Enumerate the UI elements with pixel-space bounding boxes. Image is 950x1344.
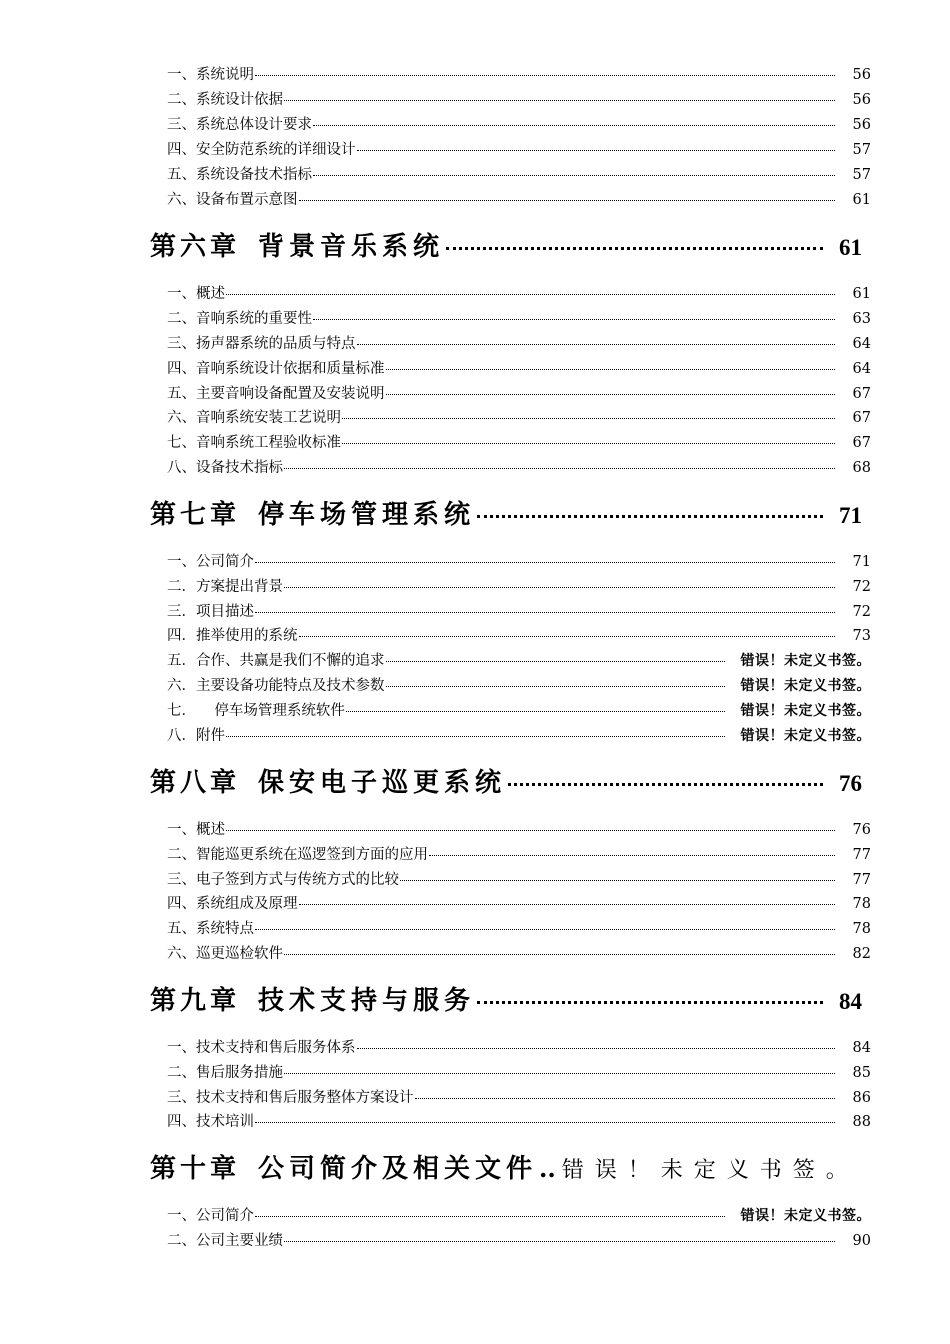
toc-entry[interactable]	[167, 282, 871, 304]
bookmark-error-text: 错误！未定义书签。	[740, 728, 871, 744]
dot-leader	[284, 468, 835, 469]
toc-entry-text: 二、公司主要业绩	[167, 1233, 283, 1249]
toc-entry-text: 四．推举使用的系统	[167, 628, 298, 644]
toc-chapter-8[interactable]	[150, 762, 862, 802]
dot-leader	[226, 830, 835, 831]
bookmark-error-text: 错误！未定义书签。	[740, 678, 871, 694]
toc-entry-text: 四、安全防范系统的详细设计	[167, 142, 356, 158]
toc-entry[interactable]	[167, 88, 871, 110]
toc-entry-text: 五．合作、共赢是我们不懈的追求	[167, 653, 385, 669]
toc-entry-text: 五、系统设备技术指标	[167, 167, 312, 183]
toc-entry[interactable]	[167, 332, 871, 354]
dot-leader	[386, 369, 836, 370]
toc-entry[interactable]	[167, 1036, 871, 1058]
toc-entry-text: 一、公司简介	[167, 1208, 254, 1224]
toc-entry[interactable]	[167, 163, 871, 185]
toc-entry-text: 六、设备布置示意图	[167, 192, 298, 208]
toc-page-number: 77	[852, 847, 871, 863]
toc-entry-text: 一、系统说明	[167, 67, 254, 83]
dot-leader	[255, 75, 835, 76]
toc-chapter-10[interactable]	[150, 1148, 910, 1188]
toc-entry[interactable]	[167, 456, 871, 478]
toc-entry[interactable]	[167, 843, 871, 865]
toc-entry-error[interactable]	[167, 699, 871, 721]
dot-leader	[226, 294, 835, 295]
toc-entry[interactable]	[167, 63, 871, 85]
dot-leader	[346, 711, 725, 712]
toc-page-number: 85	[852, 1065, 871, 1081]
dot-leader: ..	[539, 1154, 556, 1183]
toc-entry-text: 六、音响系统安装工艺说明	[167, 410, 341, 426]
toc-entry-text: 二、音响系统的重要性	[167, 311, 312, 327]
bookmark-error-text: 错误！未定义书签。	[740, 1208, 871, 1224]
toc-page-number: 90	[852, 1233, 871, 1249]
toc-entry-text: 六、巡更巡检软件	[167, 946, 283, 962]
toc-entry-text: 四、技术培训	[167, 1114, 254, 1130]
dot-leader	[299, 904, 836, 905]
toc-entry-text: 一、概述	[167, 286, 225, 302]
toc-entry-text: 三、电子签到方式与传统方式的比较	[167, 872, 399, 888]
toc-page-number: 56	[852, 117, 871, 133]
toc-page-number: 84	[852, 1040, 871, 1056]
dot-leader	[284, 100, 835, 101]
toc-entry[interactable]	[167, 892, 871, 914]
chapter-page-number: 61	[839, 235, 862, 260]
chapter-label: 第六章	[150, 232, 241, 262]
toc-entry-error[interactable]	[167, 1204, 871, 1226]
toc-entry-text: 一、概述	[167, 822, 225, 838]
chapter-label: 第七章	[150, 500, 241, 530]
toc-page-number: 76	[852, 822, 871, 838]
toc-page-number: 64	[852, 361, 871, 377]
toc-entry-text: 二、智能巡更系统在巡逻签到方面的应用	[167, 847, 428, 863]
toc-entry[interactable]	[167, 942, 871, 964]
dot-leader	[508, 783, 823, 786]
toc-entry-text: 一、技术支持和售后服务体系	[167, 1040, 356, 1056]
dot-leader	[284, 1073, 835, 1074]
dot-leader	[299, 636, 836, 637]
toc-entry[interactable]	[167, 818, 871, 840]
toc-entry-text: 三．项目描述	[167, 604, 254, 620]
toc-page-number: 68	[852, 460, 871, 476]
toc-chapter-6[interactable]	[150, 226, 862, 266]
toc-entry-text: 五、系统特点	[167, 921, 254, 937]
dot-leader	[284, 587, 835, 588]
toc-page-number: 57	[852, 142, 871, 158]
dot-leader	[255, 1122, 835, 1123]
toc-entry[interactable]	[167, 575, 871, 597]
toc-entry[interactable]	[167, 357, 871, 379]
chapter-title: 公司简介及相关文件	[258, 1154, 538, 1184]
toc-page-number: 71	[852, 554, 871, 570]
toc-entry-text: 八、设备技术指标	[167, 460, 283, 476]
toc-page-number: 73	[852, 628, 871, 644]
chapter-title: 技术支持与服务	[258, 986, 476, 1016]
toc-entry-text: 三、技术支持和售后服务整体方案设计	[167, 1090, 414, 1106]
toc-entry[interactable]	[167, 307, 871, 329]
toc-entry[interactable]	[167, 113, 871, 135]
toc-page-number: 56	[852, 92, 871, 108]
toc-entry[interactable]	[167, 868, 871, 890]
toc-chapter-7[interactable]	[150, 494, 862, 534]
toc-entry[interactable]	[167, 600, 871, 622]
toc-entry-text: 四、系统组成及原理	[167, 896, 298, 912]
toc-page-number: 57	[852, 167, 871, 183]
chapter-page-number: 71	[839, 503, 862, 528]
dot-leader	[386, 686, 725, 687]
toc-entry-error[interactable]	[167, 649, 871, 671]
toc-page-number: 64	[852, 336, 871, 352]
toc-page-number: 72	[852, 604, 871, 620]
chapter-label: 第九章	[150, 986, 241, 1016]
dot-leader	[284, 954, 835, 955]
dot-leader	[299, 200, 836, 201]
toc-entry-text: 二、售后服务措施	[167, 1065, 283, 1081]
dot-leader	[255, 612, 835, 613]
toc-entry[interactable]	[167, 1110, 871, 1132]
toc-entry-error[interactable]	[167, 724, 871, 746]
toc-chapter-9[interactable]	[150, 980, 862, 1020]
dot-leader	[255, 929, 835, 930]
toc-page-number: 78	[852, 921, 871, 937]
chapter-page-number: 84	[839, 989, 862, 1014]
toc-entry-text: 四、音响系统设计依据和质量标准	[167, 361, 385, 377]
dot-leader	[415, 1098, 836, 1099]
chapter-title: 停车场管理系统	[258, 500, 476, 530]
toc-entry[interactable]	[167, 1086, 871, 1108]
toc-page-number: 67	[852, 410, 871, 426]
toc-page-number: 88	[852, 1114, 871, 1130]
dot-leader	[357, 150, 836, 151]
dot-leader	[255, 1216, 725, 1217]
chapter-page-number: 76	[839, 771, 862, 796]
toc-page-number: 61	[852, 192, 871, 208]
toc-page-number: 67	[852, 435, 871, 451]
dot-leader	[429, 855, 835, 856]
toc-entry-text: 二、系统设计依据	[167, 92, 283, 108]
dot-leader	[357, 344, 836, 345]
toc-page-number: 56	[852, 67, 871, 83]
toc-page-number: 67	[852, 386, 871, 402]
bookmark-error-text: 错误！未定义书签。	[740, 703, 871, 719]
toc-entry-text: 三、系统总体设计要求	[167, 117, 312, 133]
chapter-title: 保安电子巡更系统	[258, 768, 507, 798]
dot-leader	[386, 661, 725, 662]
toc-entry-text: 二．方案提出背景	[167, 579, 283, 595]
toc-entry-text: 七、音响系统工程验收标准	[167, 435, 341, 451]
dot-leader	[342, 418, 835, 419]
toc-page-number: 77	[852, 872, 871, 888]
toc-entry-error[interactable]	[167, 674, 871, 696]
toc-page-number: 72	[852, 579, 871, 595]
toc-page-number: 82	[852, 946, 871, 962]
dot-leader	[477, 515, 823, 518]
toc-page-number: 78	[852, 896, 871, 912]
bookmark-error-text: 错误！未定义书签。	[740, 653, 871, 669]
dot-leader	[477, 1001, 823, 1004]
toc-entry-text: 一、公司简介	[167, 554, 254, 570]
chapter-label: 第八章	[150, 768, 241, 798]
toc-entry[interactable]	[167, 1061, 871, 1083]
toc-entry-text: 八．附件	[167, 728, 225, 744]
dot-leader	[400, 880, 835, 881]
toc-entry[interactable]	[167, 624, 871, 646]
toc-entry-text: 三、扬声器系统的品质与特点	[167, 336, 356, 352]
toc-entry[interactable]	[167, 138, 871, 160]
toc-entry-text: 五、主要音响设备配置及安装说明	[167, 386, 385, 402]
dot-leader	[226, 736, 725, 737]
dot-leader	[357, 1048, 836, 1049]
toc-entry[interactable]	[167, 1229, 871, 1251]
dot-leader	[313, 319, 835, 320]
toc-entry[interactable]	[167, 382, 871, 404]
dot-leader	[313, 175, 835, 176]
toc-page-number: 63	[852, 311, 871, 327]
chapter-label: 第十章	[150, 1154, 241, 1184]
toc-entry-text: 七． 停车场管理系统软件	[167, 703, 345, 719]
toc-entry[interactable]	[167, 431, 871, 453]
dot-leader	[255, 562, 835, 563]
toc-entry[interactable]	[167, 550, 871, 572]
dot-leader	[446, 247, 823, 250]
dot-leader	[342, 443, 835, 444]
toc-page-number: 86	[852, 1090, 871, 1106]
toc-page-number: 61	[852, 286, 871, 302]
dot-leader	[313, 125, 835, 126]
chapter-title: 背景音乐系统	[258, 232, 445, 262]
bookmark-error-text: 错误！未定义书签。	[561, 1158, 859, 1183]
toc-entry-text: 六．主要设备功能特点及技术参数	[167, 678, 385, 694]
dot-leader	[386, 394, 836, 395]
toc-entry[interactable]	[167, 406, 871, 428]
toc-entry[interactable]	[167, 188, 871, 210]
dot-leader	[284, 1241, 835, 1242]
toc-entry[interactable]	[167, 917, 871, 939]
